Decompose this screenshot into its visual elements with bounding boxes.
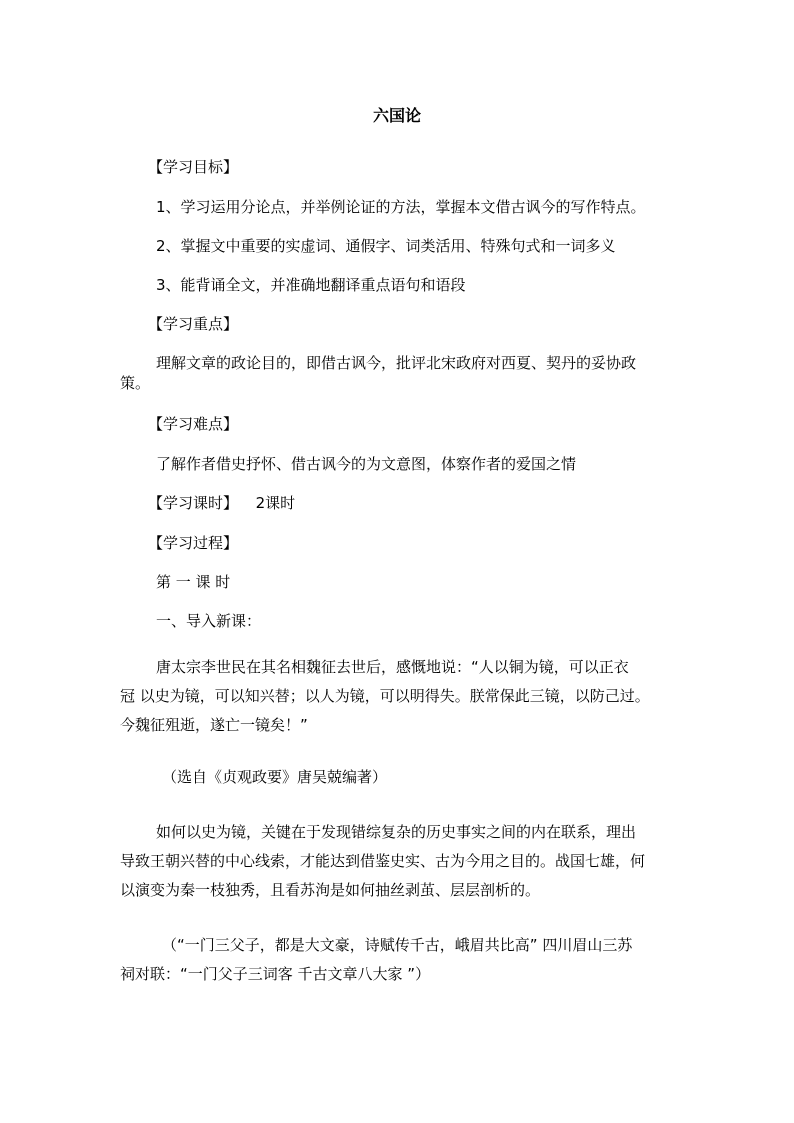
couplet-line1: （“一门三父子，都是大文豪，诗赋传千古，峨眉共比高” 四川眉山三苏 [162,936,633,954]
difficulties-text: 了解作者借史抒怀、借古讽今的为文意图，体察作者的爱国之情 [156,455,577,473]
section1-title: 一、导入新课： [156,612,262,630]
para2-line1: 如何以史为镜，关键在于发现错综复杂的历史事实之间的内在联系，理出 [156,823,637,841]
process-heading: 【学习过程】 [148,534,239,552]
objective-item-1: 1、学习运用分论点，并举例论证的方法，掌握本文借古讽今的写作特点。 [156,198,646,216]
objective-item-2: 2、掌握文中重要的实虚词、通假字、词类活用、特殊句式和一词多义 [156,237,616,255]
class-hours-line [148,493,295,513]
key-points-text-line1: 理解文章的政论目的，即借古讽今，批评北宋政府对西夏、契丹的妥协政 [156,354,637,372]
quote-line1: 唐太宗李世民在其名相魏征去世后，感慨地说：“人以铜为镜，可以正衣 [156,658,629,676]
quote-line3: 今魏征殂逝，遂亡一镜矣！” [120,716,308,734]
para2-line3: 以演变为秦一枝独秀，且看苏洵是如何抽丝剥茧、层层剖析的。 [120,881,541,899]
objectives-heading: 【学习目标】 [148,158,239,176]
objective-item-3: 3、能背诵全文，并准确地翻译重点语句和语段 [156,276,466,294]
lesson-label: 第 一 课 时 [156,573,231,591]
key-points-text-line2: 策。 [120,374,151,392]
difficulties-heading: 【学习难点】 [148,415,239,433]
page-title: 六国论 [372,106,421,125]
couplet-line2: 祠对联：“一门父子三词客 千古文章八大家 ”） [120,965,431,983]
quote-line2: 冠 以史为镜，可以知兴替；以人为镜，可以明得失。朕常保此三镜，以防己过。 [120,687,650,705]
quote-source: （选自《贞观政要》唐吴兢编著） [162,768,388,786]
class-hours-value: 2课时 [255,494,296,512]
key-points-heading: 【学习重点】 [148,315,239,333]
class-hours-heading: 【学习课时】 [148,494,239,512]
para2-line2: 导致王朝兴替的中心线索，才能达到借鉴史实、古为今用之目的。战国七雄，何 [120,852,646,870]
